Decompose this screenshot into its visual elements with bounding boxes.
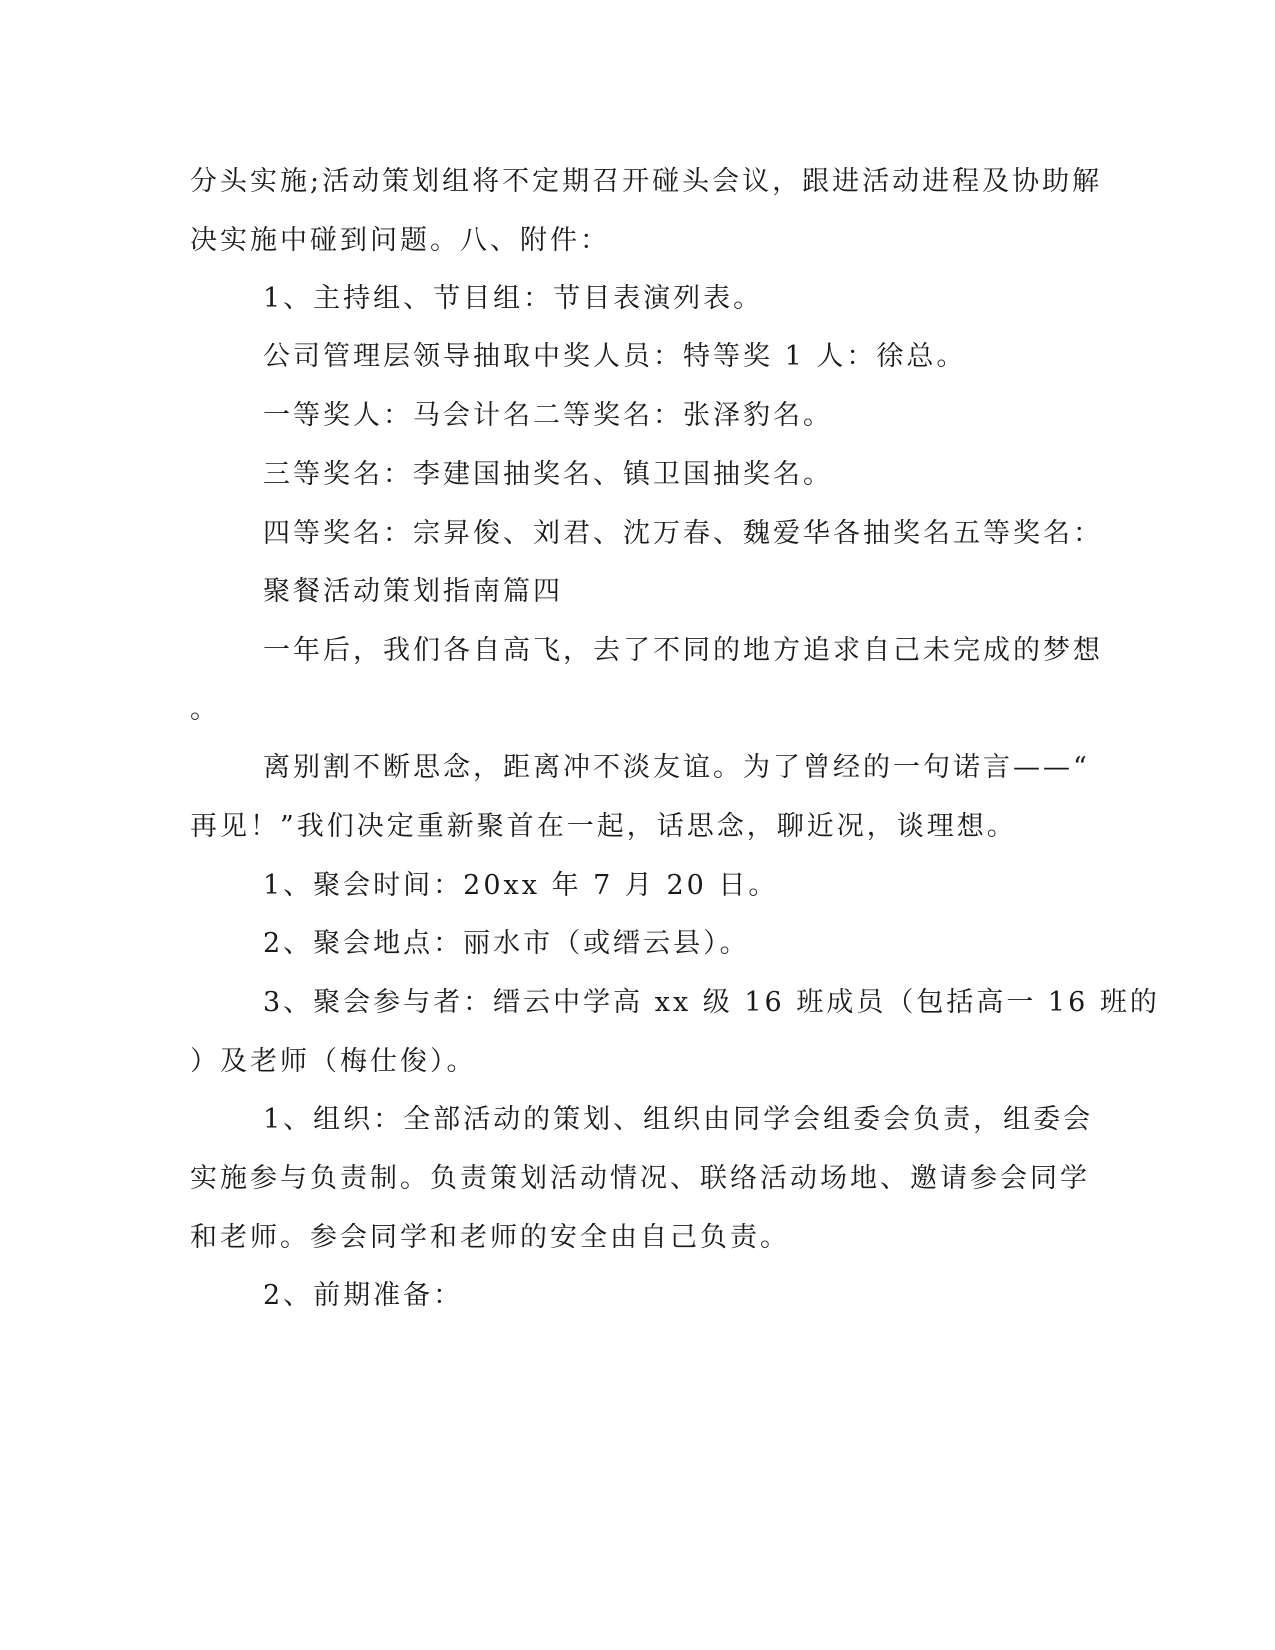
paragraph-line: 再见！”我们决定重新聚首在一起，话思念，聊近况，谈理想。: [190, 811, 1017, 842]
list-item: 1、主持组、节目组：节目表演列表。: [263, 283, 764, 314]
paragraph-line: 实施参与负责制。负责策划活动情况、联络活动场地、邀请参会同学: [190, 1163, 1090, 1194]
list-item: 2、聚会地点：丽水市（或缙云县）。: [263, 928, 750, 959]
paragraph-line: 离别割不断思念，距离冲不淡友谊。为了曾经的一句诺言——“: [263, 752, 1090, 783]
paragraph-line: 一等奖人：马会计名二等奖名：张泽豹名。: [263, 400, 833, 431]
section-heading: 聚餐活动策划指南篇四: [263, 576, 563, 607]
paragraph-line: 分头实施;活动策划组将不定期召开碰头会议，跟进活动进程及协助解: [190, 166, 1103, 197]
paragraph-line: 三等奖名：李建国抽奖名、镇卫国抽奖名。: [263, 459, 833, 490]
list-item: 3、聚会参与者：缙云中学高 xx 级 16 班成员（包括高一 16 班的: [263, 987, 1160, 1018]
paragraph-line: ）及老师（梅仕俊）。: [190, 1046, 477, 1077]
paragraph-line: 一年后，我们各自高飞，去了不同的地方追求自己未完成的梦想: [263, 635, 1103, 666]
list-item: 1、聚会时间：20xx 年 7 月 20 日。: [263, 870, 779, 901]
paragraph-line: 四等奖名：宗昇俊、刘君、沈万春、魏爱华各抽奖名五等奖名：: [263, 518, 1103, 549]
paragraph-line: 公司管理层领导抽取中奖人员：特等奖 1 人：徐总。: [263, 341, 967, 372]
list-item: 1、组织：全部活动的策划、组织由同学会组委会负责，组委会: [263, 1104, 1094, 1135]
paragraph-line: 。: [190, 694, 220, 725]
paragraph-line: 决实施中碰到问题。八、附件：: [190, 225, 610, 256]
paragraph-line: 和老师。参会同学和老师的安全由自己负责。: [190, 1222, 790, 1253]
list-item: 2、前期准备：: [263, 1280, 464, 1311]
